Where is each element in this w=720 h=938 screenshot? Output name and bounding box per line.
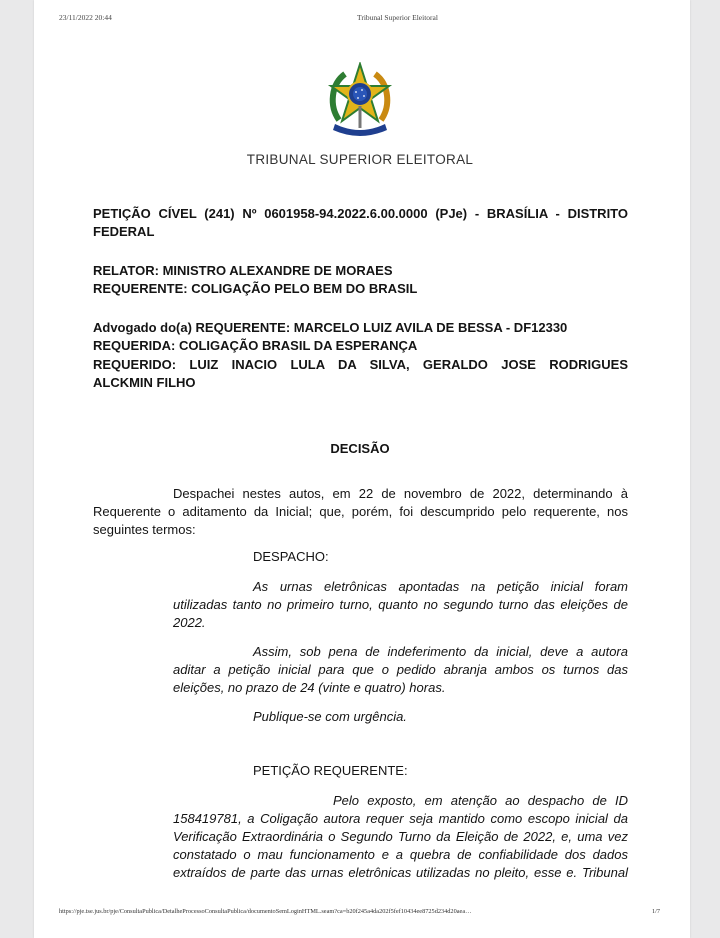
- intro-line: Despachei nestes autos, em 22 de novembro de 2022, determinando à: [173, 486, 628, 501]
- despacho-p2-line: aditar a petição inicial para que o pedido abranja ambos os turnos das: [173, 662, 628, 677]
- despacho-p1-line: 2022.: [173, 615, 206, 630]
- requerido-line1: REQUERIDO: LUIZ INACIO LULA DA SILVA, GERALDO JOSE RODRIGUES: [93, 357, 628, 372]
- requerido-line2: ALCKMIN FILHO: [93, 375, 196, 390]
- republic-coat-of-arms-icon: [325, 62, 395, 140]
- peticao-line: Verificação Extraordinária o Segundo Turno da Eleição de 2022, e, uma vez: [173, 829, 628, 844]
- decisao-heading: DECISÃO: [330, 441, 390, 456]
- peticao-line: extraídos de parte das urnas eletrônicas utilizadas no pleito, esse e. Tribunal: [173, 865, 628, 880]
- intro-line: seguintes termos:: [93, 522, 196, 537]
- intro-line: Requerente o aditamento da Inicial; que, porém, foi descumprido pelo requerente, nos: [93, 504, 628, 519]
- despacho-p1-line: As urnas eletrônicas apontadas na petição inicial foram: [253, 579, 628, 594]
- peticao-line: 158419781, a Coligação autora requer seja mantido como escopo inicial da: [173, 811, 628, 826]
- despacho-label: DESPACHO:: [253, 549, 329, 564]
- despacho-p1-line: utilizadas tanto no primeiro turno, quanto no segundo turno das eleições de: [173, 597, 628, 612]
- footer-url-link[interactable]: https://pje.tse.jus.br/pje/ConsultaPublica/DetalheProcessoConsultaPublica/documentoSemLoginHTML.seam?ca=b20f245a4da202f5fef10434ee8725d234d20aea…: [59, 908, 472, 915]
- requerente: REQUERENTE: COLIGAÇÃO PELO BEM DO BRASIL: [93, 281, 418, 296]
- advogado: Advogado do(a) REQUERENTE: MARCELO LUIZ AVILA DE BESSA - DF12330: [93, 320, 568, 335]
- peticao-line: constatado o mau funcionamento e a quebra de confiabilidade dos dados: [173, 847, 628, 862]
- despacho-p2-line: eleições, no prazo de 24 (vinte e quatro) horas.: [173, 680, 446, 695]
- peticao-label: PETIÇÃO REQUERENTE:: [253, 763, 408, 778]
- requerida: REQUERIDA: COLIGAÇÃO BRASIL DA ESPERANÇA: [93, 338, 418, 353]
- relator: RELATOR: MINISTRO ALEXANDRE DE MORAES: [93, 263, 393, 278]
- despacho-p3: Publique-se com urgência.: [253, 709, 407, 724]
- despacho-p2-line: Assim, sob pena de indeferimento da inicial, deve a autora: [253, 644, 628, 659]
- case-title-line2: FEDERAL: [93, 224, 155, 239]
- print-datetime: 23/11/2022 20:44: [59, 13, 112, 22]
- page-number: 1/7: [652, 908, 661, 915]
- print-source: Tribunal Superior Eleitoral: [357, 13, 438, 22]
- case-title-line1: PETIÇÃO CÍVEL (241) Nº 0601958-94.2022.6.00.0000 (PJe) - BRASÍLIA - DISTRITO: [93, 206, 628, 221]
- court-title: TRIBUNAL SUPERIOR ELEITORAL: [246, 152, 474, 167]
- peticao-line: Pelo exposto, em atenção ao despacho de ID: [333, 793, 628, 808]
